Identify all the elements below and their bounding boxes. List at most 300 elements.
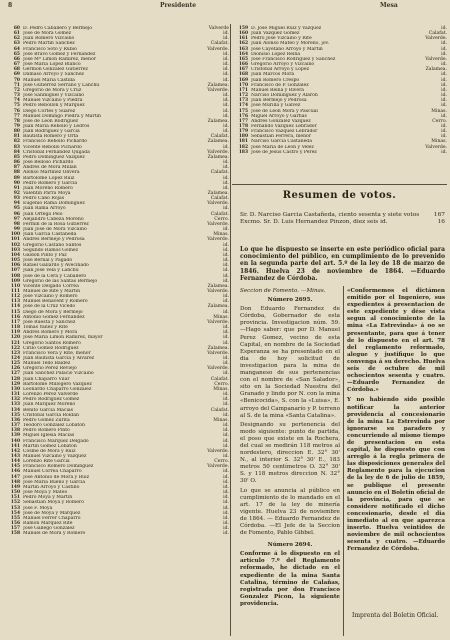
voter-name: Pedro Rodriguez Gomez: [23, 397, 80, 403]
voter-number: 160: [238, 31, 248, 37]
voter-name: Segundo Ramos Gomez: [23, 247, 79, 253]
vote-cast: Calafat.: [210, 407, 229, 413]
vote-cast: id.: [223, 268, 229, 274]
voter-number: 124: [10, 356, 20, 361]
voter-name: Manuel Correa Chaparro: [23, 469, 82, 475]
vote-cast: id.: [223, 36, 229, 42]
vote-cast: Valverde: [208, 26, 229, 31]
voter-name: Gregorio Perez Reviejo: [23, 366, 77, 372]
voter-name: Miguel Iglesia Macias: [23, 433, 75, 439]
voter-name: Francisco Soto y Rubio: [23, 46, 77, 52]
vote-cast: id.: [223, 185, 229, 191]
vote-cast: id.: [223, 335, 229, 341]
page-number: 8: [8, 2, 13, 9]
voter-number: 64: [13, 46, 20, 52]
voter-name: Bartolomé Millogero Vazquez: [23, 381, 92, 387]
vote-cast: id.: [441, 93, 447, 99]
voter-number: 166: [238, 62, 248, 68]
voter-number: 147: [10, 474, 20, 480]
vote-cast: Valverde.: [207, 288, 229, 294]
voter-number: 142: [10, 448, 20, 454]
voter-number: 141: [10, 443, 20, 449]
voter-number: 98: [13, 221, 20, 227]
voter-list-left: [4, 26, 229, 536]
vote-cast: Minas.: [213, 386, 229, 392]
voter-number: 128: [10, 376, 20, 382]
voter-name: Eugenio Rama Dominguez: [23, 201, 85, 207]
voter-number: 69: [13, 72, 20, 78]
voter-name: Francisco Marquez Delgado: [23, 438, 89, 444]
decree-text: Lo que he dispuesto se inserte en este periódico oficial para conocimiento del público, en cumplimiento de lo prevenido en la segunda parte del art. 5.º de la ley de 18 de marzo de 1846. Huelva 23 de noviembre de 1864. —Eduardo Fernandez de Córdoba.: [240, 246, 445, 282]
voter-number: 171: [238, 87, 248, 93]
voter-number: 170: [238, 82, 248, 88]
voter-name: Manuel de Mora y Romero: [23, 531, 86, 537]
vote-cast: Valverde.: [207, 221, 229, 227]
voter-number: 86: [13, 160, 20, 166]
section-rule: [232, 184, 447, 185]
summary-line-2: Excmo. Sr. D. Luis Hernandez Pinzon, diez seis id.: [240, 219, 388, 225]
vote-cast: id.: [223, 93, 229, 99]
vote-cast: Valverde.: [207, 464, 229, 470]
voter-name: Manuel Tello Baidez: [23, 361, 71, 367]
voter-number: 81: [13, 134, 20, 140]
voter-name: José de la Cruz Vicedo: [23, 304, 76, 310]
voter-number: 151: [10, 495, 20, 501]
vote-cast: Zalamea.: [207, 191, 229, 196]
vote-cast: id.: [223, 103, 229, 109]
vote-cast: id.: [223, 206, 229, 212]
voter-name: José de Leon Mora y Pascual: [251, 108, 318, 114]
voter-name: Sebastian Moya y Romero: [23, 500, 84, 506]
voter-number: 131: [10, 392, 20, 398]
vote-cast: id.: [223, 252, 229, 258]
voter-number: 78: [13, 118, 20, 124]
voter-name: Cristóbal Garcia Roldan: [23, 412, 79, 418]
voter-number: 146: [10, 469, 20, 475]
voter-name: Francisco Vera y Rite, menor: [23, 350, 91, 356]
vote-cast: id.: [441, 41, 447, 47]
voter-name: José de Mora Gomez: [23, 31, 72, 37]
summary-votes-1: 167: [433, 212, 445, 218]
voter-name: Germon Gonzalez Gutierrez: [23, 67, 88, 73]
voter-name: Alonso Martinez Olivera: [23, 170, 80, 176]
voter-number: 169: [238, 77, 248, 83]
vote-cast: id.: [223, 98, 229, 104]
voter-number: 121: [10, 340, 20, 346]
voter-number: 66: [13, 56, 20, 62]
voter-number: 137: [10, 423, 20, 429]
voter-number: 84: [13, 149, 20, 155]
voter-number: 82: [13, 139, 20, 145]
vote-cast: id.: [223, 521, 229, 526]
voter-name: Manuel Vizcaino y Vazquez: [23, 453, 87, 459]
voter-number: 80: [13, 129, 20, 135]
notice-body-2: Designando su pertenencia del modo siguiente: punto de partida, el poso que existe en la Rochera, del cual se medirán 118 metros al nordestero, direccion E. 32° 30' N., al interior S. 32° 30' E., 183 metros 50 centímetros O. 32° 30' S. y 118 metros direccion N. 32° 30' O.: [240, 421, 340, 485]
voter-number: 109: [10, 278, 20, 284]
voter-name: José Francisco Rodriguez y Sanchez: [251, 56, 336, 62]
voter-number: 145: [10, 464, 20, 470]
summary-title: Resumen de votos.: [282, 190, 397, 201]
voter-number: 97: [13, 216, 20, 222]
voter-name: Tomas Yanez y Rite: [23, 325, 68, 331]
vote-cast: id.: [223, 443, 229, 449]
voter-number: 158: [10, 531, 20, 537]
voter-name: Valentin Parra Moya: [23, 191, 71, 196]
summary-votes-2: 16: [437, 219, 445, 225]
voter-number: 182: [238, 144, 248, 150]
vote-cast: Calafat.: [210, 196, 229, 202]
vote-cast: Zalamea.: [207, 139, 229, 145]
voter-number: 71: [13, 82, 20, 88]
vote-cast: id.: [223, 361, 229, 367]
vote-cast: id.: [223, 490, 229, 496]
voter-number: 123: [10, 350, 20, 356]
voter-name: Teodoro Gonzalez Lobaton: [23, 423, 86, 429]
vote-cast: Minas.: [213, 417, 229, 423]
vote-cast: Valverde.: [425, 56, 447, 62]
vote-cast: id.: [223, 402, 229, 408]
voter-number: 63: [13, 41, 20, 47]
voter-number: 183: [238, 149, 248, 155]
notice-body-4: Conforme á lo dispuesto en el artículo 7.º del Reglamento reformado, he dictado en el expediente de la mina Santa Catalina, término de Calañas, registrada por don Francisco Gonzalez Picon, la siguiente providencia.: [240, 551, 340, 607]
voter-number: 150: [10, 490, 20, 496]
vote-cast: Cerro.: [214, 381, 229, 387]
vote-cast: id.: [223, 160, 229, 166]
voter-number: 164: [238, 51, 248, 57]
voter-name: Vicente Rebollo Pichardo: [23, 144, 82, 150]
voter-number: 174: [238, 103, 248, 109]
vote-cast: Zalamea.: [425, 67, 447, 73]
vote-cast: id.: [223, 469, 229, 475]
voter-number: 143: [10, 453, 20, 459]
vote-cast: id.: [223, 227, 229, 233]
voter-name: Juan Chaparro Vilar: [23, 376, 70, 382]
voter-name: Martin Arroyo y Castillo: [23, 484, 80, 490]
voter-number: 108: [10, 273, 20, 279]
voter-number: 101: [10, 237, 20, 243]
vote-cast: id.: [223, 505, 229, 511]
voter-name: Pedro Gomez Zurita: [23, 417, 70, 423]
voter-number: 88: [13, 170, 20, 176]
voter-number: 96: [13, 211, 20, 217]
vote-cast: Zalamea.: [207, 82, 229, 88]
voter-name: D. Pedro Caballero y Bermejo: [23, 26, 93, 31]
vote-cast: Calafat.: [210, 376, 229, 382]
vote-cast: id.: [441, 123, 447, 129]
voter-number: 154: [10, 510, 20, 516]
voter-number: 93: [13, 196, 20, 202]
vote-cast: id.: [441, 72, 447, 78]
voter-number: 127: [10, 371, 20, 377]
voter-number: 136: [10, 417, 20, 423]
voter-number: 100: [10, 232, 20, 238]
voter-name: Cristóbal Fernandez Quijada: [23, 149, 90, 155]
vote-cast: id.: [223, 242, 229, 248]
voter-number: 117: [10, 319, 20, 325]
vote-cast: Valverde.: [207, 319, 229, 325]
voter-number: 116: [10, 314, 20, 320]
voter-number: 91: [13, 185, 20, 191]
voter-name: Francisco de P. Gonzalez: [251, 82, 309, 88]
voter-number: 168: [238, 72, 248, 78]
vote-cast: id.: [223, 294, 229, 300]
voter-number: 181: [238, 139, 248, 145]
voter-name: José María Lopez Blanco: [23, 62, 81, 68]
voter-number: 156: [10, 521, 20, 526]
voter-name: José de Leon Rodriguez: [23, 118, 79, 124]
voter-name: D. José Miguel Ruiz y Vazquez: [251, 26, 322, 31]
voter-number: 70: [13, 77, 20, 83]
voter-name: José Ruesta y Sanchez: [23, 319, 76, 325]
vote-cast: id.: [223, 67, 229, 73]
vote-cast: Valverde.: [207, 149, 229, 155]
voter-name: Antonio Gomez Fernandez: [23, 314, 85, 320]
voter-number: 120: [10, 335, 20, 341]
voter-number: 130: [10, 386, 20, 392]
notice-body-1: Don Eduardo Fernandez de Córdoba, Gobernador de esta provincia. Investigacion núm. 59. —Hago saber: que por D. Manuel Perez Gomez, vecino de esta Capital, en nombre de la Sociedad Esperanza se ha presentado en el dia de hoy solicitud de investigacion para la mina de manganeso de sus pertenencias con el nombre de «San Salador», sito en la Sociedad Nuestra del Granado y lindo por N. con la mina «Benicocida», S. con la «Luisa», E. arroyo del Campanario y P. terreno al S. de la mina «Santa Catalina».: [240, 306, 340, 419]
voter-name: Diego de Mora y Bermejo: [23, 309, 83, 315]
vote-cast: id.: [223, 175, 229, 181]
vote-cast: id.: [223, 299, 229, 305]
voter-name: Damaso Arroyo y Sanchez: [23, 72, 84, 78]
voter-number: 68: [13, 67, 20, 73]
voter-number: 114: [10, 304, 20, 310]
voter-name: José de la Cera y Caballero: [23, 273, 87, 279]
vote-cast: id.: [223, 165, 229, 171]
voter-number: 89: [13, 175, 20, 181]
voter-name: José Antonio de Mora y Ruiz: [23, 474, 90, 480]
mining-notice-left: [240, 288, 340, 608]
voter-number: 126: [10, 366, 20, 372]
vote-cast: Cerro.: [432, 118, 447, 124]
voter-name: Andrés Bermejo y Pedrosa: [23, 237, 85, 243]
voter-name: Juan Moreno Romero: [23, 185, 73, 191]
voter-name: Juan Romero Vizcaino: [23, 36, 75, 42]
voter-number: 138: [10, 428, 20, 434]
voter-number: 172: [238, 93, 248, 99]
vote-cast: Valverde.: [207, 46, 229, 52]
notice-number: Número 2695.: [267, 297, 313, 304]
voter-name: Vicente Delgado Correa: [23, 283, 79, 289]
voter-number: 132: [10, 397, 20, 403]
voter-number: 75: [13, 103, 20, 109]
vote-cast: Calafat.: [210, 134, 229, 140]
vote-cast: id.: [223, 495, 229, 501]
voter-name: Lorenzo Perez Valverde: [23, 392, 79, 398]
voter-name: Francisco Vazquez Lebrador: [251, 129, 318, 135]
voter-name: Miguel Arroyo y Garfias: [251, 113, 307, 119]
voter-number: 149: [10, 484, 20, 490]
voter-name: Lorenzo Rite Garcia: [23, 459, 70, 465]
voter-row: [232, 150, 447, 155]
voter-number: 163: [238, 46, 248, 52]
vote-cast: id.: [223, 479, 229, 485]
vote-cast: id.: [223, 113, 229, 119]
voter-name: Pedro Cano Rojas: [23, 196, 65, 202]
vote-cast: id.: [223, 433, 229, 439]
voter-name: Juan Romero Crespo: [251, 77, 300, 83]
voter-name: Gregorio de Mora y Cruz: [23, 87, 82, 93]
vote-cast: id.: [223, 51, 229, 57]
vote-cast: id.: [223, 129, 229, 135]
voter-name: Juan Rama Arroyo: [23, 206, 66, 212]
vote-cast: Calafat.: [210, 211, 229, 217]
vote-cast: Minas.: [213, 314, 229, 320]
voter-number: 74: [13, 98, 20, 104]
vote-cast: Cerro.: [214, 216, 229, 222]
voter-number: 122: [10, 345, 20, 351]
voter-name: José Sanmiguel y Vizcaino: [23, 93, 85, 99]
vote-cast: id.: [223, 438, 229, 444]
vote-cast: id.: [223, 453, 229, 459]
voter-number: 67: [13, 62, 20, 68]
voter-name: José Cayetano Arroyo y Martin: [251, 46, 323, 52]
voter-name: Gregorio Castaño Santos: [23, 242, 82, 248]
vote-cast: id.: [223, 423, 229, 429]
voter-name: Alejandro Cabeza Moreno: [23, 216, 84, 222]
vote-cast: id.: [441, 113, 447, 119]
voter-name: Andrés de Mora Millan: [23, 165, 77, 171]
voter-name: Pedro Martin Sanchez: [23, 41, 75, 47]
vote-cast: Valverde.: [207, 87, 229, 93]
voter-number: 139: [10, 433, 20, 439]
voter-number: 83: [13, 144, 20, 150]
voter-name: José Maria de Leon y Velez: [251, 144, 314, 150]
voter-name: Francisco Rebollo Pichardo: [23, 139, 88, 145]
voter-number: 134: [10, 407, 20, 413]
voter-name: Benito Garcia Macias: [23, 407, 74, 413]
voter-name: Manuel Reina y Rivera: [251, 87, 305, 93]
voter-number: 179: [238, 129, 248, 135]
vote-cast: id.: [441, 98, 447, 104]
voter-name: Andres Romero y Mora: [23, 330, 78, 336]
vote-cast: Valverde.: [207, 366, 229, 372]
vote-cast: id.: [441, 26, 447, 31]
voter-name: Juan Sanchez Palacio Vizcaino: [23, 371, 94, 377]
voter-name: Manuel Benavent y Romero: [23, 299, 88, 305]
voter-number: 60: [13, 26, 20, 31]
vote-cast: id.: [223, 474, 229, 480]
vote-cast: id.: [441, 77, 447, 83]
voter-number: 161: [238, 36, 248, 42]
vote-cast: Valverde.: [425, 144, 447, 150]
voter-name: Narciso Dominguez y Alaron: [251, 93, 318, 99]
vote-cast: id.: [223, 500, 229, 506]
voter-number: 144: [10, 459, 20, 465]
voter-name: Fernando Vazquez Lebrador: [251, 123, 317, 129]
header-right-label: Mesa: [380, 2, 398, 9]
voter-number: 153: [10, 505, 20, 511]
vote-cast: id.: [223, 258, 229, 264]
voter-name: Rafael Gallardo y Avecinado: [23, 263, 89, 269]
printer-imprint: Imprenta del Boletin Oficial.: [352, 612, 439, 619]
voter-name: Juan Rodriguez y Garcia: [23, 129, 80, 135]
voter-name: Francisco Romero Dominguez: [23, 464, 94, 470]
vote-cast: id.: [223, 263, 229, 269]
voter-number: 135: [10, 412, 20, 418]
voter-number: 129: [10, 381, 20, 387]
mining-notice-right: [347, 288, 445, 553]
voter-name: Juan Ortega Pelo: [23, 211, 63, 217]
vote-cast: id.: [223, 56, 229, 62]
vote-cast: id.: [223, 515, 229, 521]
voter-name: Juan Alonso Mateo y Moreno, jóv.: [251, 41, 330, 47]
voter-number: 152: [10, 500, 20, 506]
voter-number: 180: [238, 134, 248, 140]
vote-cast: id.: [223, 340, 229, 346]
section-heading: Seccion de Fomento. —Minas.: [240, 288, 326, 294]
voter-name: José Mª Limon Ramirez, menor: [23, 56, 96, 62]
vote-cast: id.: [223, 108, 229, 114]
vote-cast: id.: [441, 149, 447, 155]
vote-cast: id.: [223, 309, 229, 315]
voter-name: José Belloso Pichardo: [23, 160, 74, 166]
vote-cast: Zalamea.: [207, 345, 229, 351]
voter-name: Cristóbal Arroyo y Lopez: [251, 67, 310, 73]
voter-number: 148: [10, 479, 20, 485]
voter-number: 107: [10, 268, 20, 274]
voter-name: José Maria Limon Ramirez, mayor: [23, 335, 103, 341]
vote-cast: Zalamea.: [207, 283, 229, 289]
voter-name: Pedro Rebollon y Marquez: [23, 103, 85, 109]
vote-cast: id.: [223, 392, 229, 398]
vote-cast: id.: [223, 484, 229, 490]
voter-number: 111: [10, 288, 20, 294]
voter-name: Martin Gomez Lobaton: [23, 443, 77, 449]
vote-cast: id.: [441, 46, 447, 52]
voter-number: 173: [238, 98, 248, 104]
voter-number: 157: [10, 526, 20, 532]
vote-cast: Valverde.: [207, 237, 229, 243]
vote-cast: id.: [223, 62, 229, 68]
vote-cast: id.: [223, 510, 229, 516]
voter-number: 178: [238, 123, 248, 129]
voter-name: Juan Garcia Castaneda: [23, 232, 77, 238]
vote-cast: id.: [223, 247, 229, 253]
vote-cast: Minas.: [431, 108, 447, 114]
vote-cast: id.: [223, 180, 229, 186]
vote-cast: Calafat.: [210, 170, 229, 176]
voter-name: Sebastian Ferrera, menor: [251, 134, 311, 140]
voter-name: Cosme de Mora y Ruiz: [23, 448, 76, 454]
voter-name: Diego Cortes y Suarez: [23, 108, 76, 114]
voter-number: 133: [10, 402, 20, 408]
voter-number: 105: [10, 258, 20, 264]
vote-cast: id.: [223, 330, 229, 336]
voter-name: Manuel Ferrer Chaparro: [23, 515, 81, 521]
voter-number: 119: [10, 330, 20, 336]
voter-row: [4, 531, 229, 536]
voter-name: José Bernal y Pagado: [23, 258, 73, 264]
summary-line-1: Sr. D. Narciso Garcia Castañeda, ciento sesenta y siete votos: [240, 212, 420, 218]
voter-name: Manuel Maria Castilla: [23, 77, 75, 83]
voter-number: 65: [13, 51, 20, 57]
voter-name: Gregorio de las Santas Bermejo: [23, 278, 98, 284]
voter-name: Juan José de Mora Vizcaino: [23, 227, 87, 233]
voter-number: 167: [238, 67, 248, 73]
vote-cast: id.: [441, 87, 447, 93]
voter-name: José Murilla y Galvez: [251, 103, 301, 109]
voter-number: 73: [13, 93, 20, 99]
vote-cast: Valverde.: [207, 350, 229, 356]
header-left-label: Presidente: [160, 2, 197, 9]
voter-number: 162: [238, 41, 248, 47]
voter-number: 72: [13, 87, 20, 93]
vote-cast: Zalamea.: [207, 118, 229, 124]
vote-cast: id.: [223, 123, 229, 129]
voter-name: Gregorio Santos Romero: [23, 340, 81, 346]
voter-name: Juan María Rebollo y Ledros: [23, 123, 90, 129]
